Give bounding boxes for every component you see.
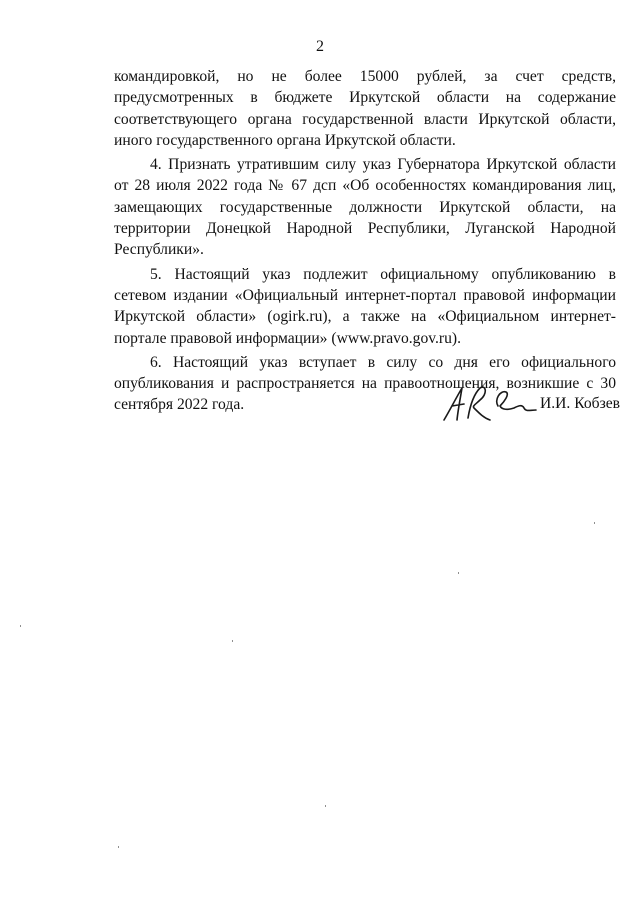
document-body <box>114 66 616 419</box>
scan-speck <box>594 522 595 524</box>
paragraph-item-4: 4. Признать утратившим силу указ Губернатора Иркутской области от 28 июля 2022 года № 67 дсп «Об особенностях командирования лиц, замещающих государственные должности Иркутской области, на территории Донецкой Народной Республики, Луганской Народной Республики». <box>114 156 616 259</box>
signature-block <box>440 380 620 430</box>
page-number: 2 <box>316 38 324 55</box>
scan-speck <box>118 846 119 848</box>
scan-speck <box>20 625 21 627</box>
paragraph-item-6: 6. Настоящий указ вступает в силу со дня его официального опубликования и распространяется на правоотношения, возникшие с 30 сентября 2022 года. <box>114 353 616 414</box>
paragraph-item-5: 5. Настоящий указ подлежит официальному опубликованию в сетевом издании «Официальный интернет-портал правовой информации Иркутской области» (ogirk.ru), а также на «Официальном интернет-портале правовой информации» (www.pravo.gov.ru). <box>114 265 616 347</box>
scan-speck <box>325 805 326 807</box>
paragraph-continuation: командировкой, но не более 15000 рублей, за счет средств, предусмотренных в бюджете Иркутской области на содержание соответствующего органа государственной власти Иркутской области, иного государственного органа Иркутской области. <box>114 68 616 149</box>
signer-name: И.И. Кобзев <box>540 395 621 412</box>
scan-speck <box>458 572 459 574</box>
scan-speck <box>232 640 233 642</box>
handwritten-signature <box>440 380 550 430</box>
